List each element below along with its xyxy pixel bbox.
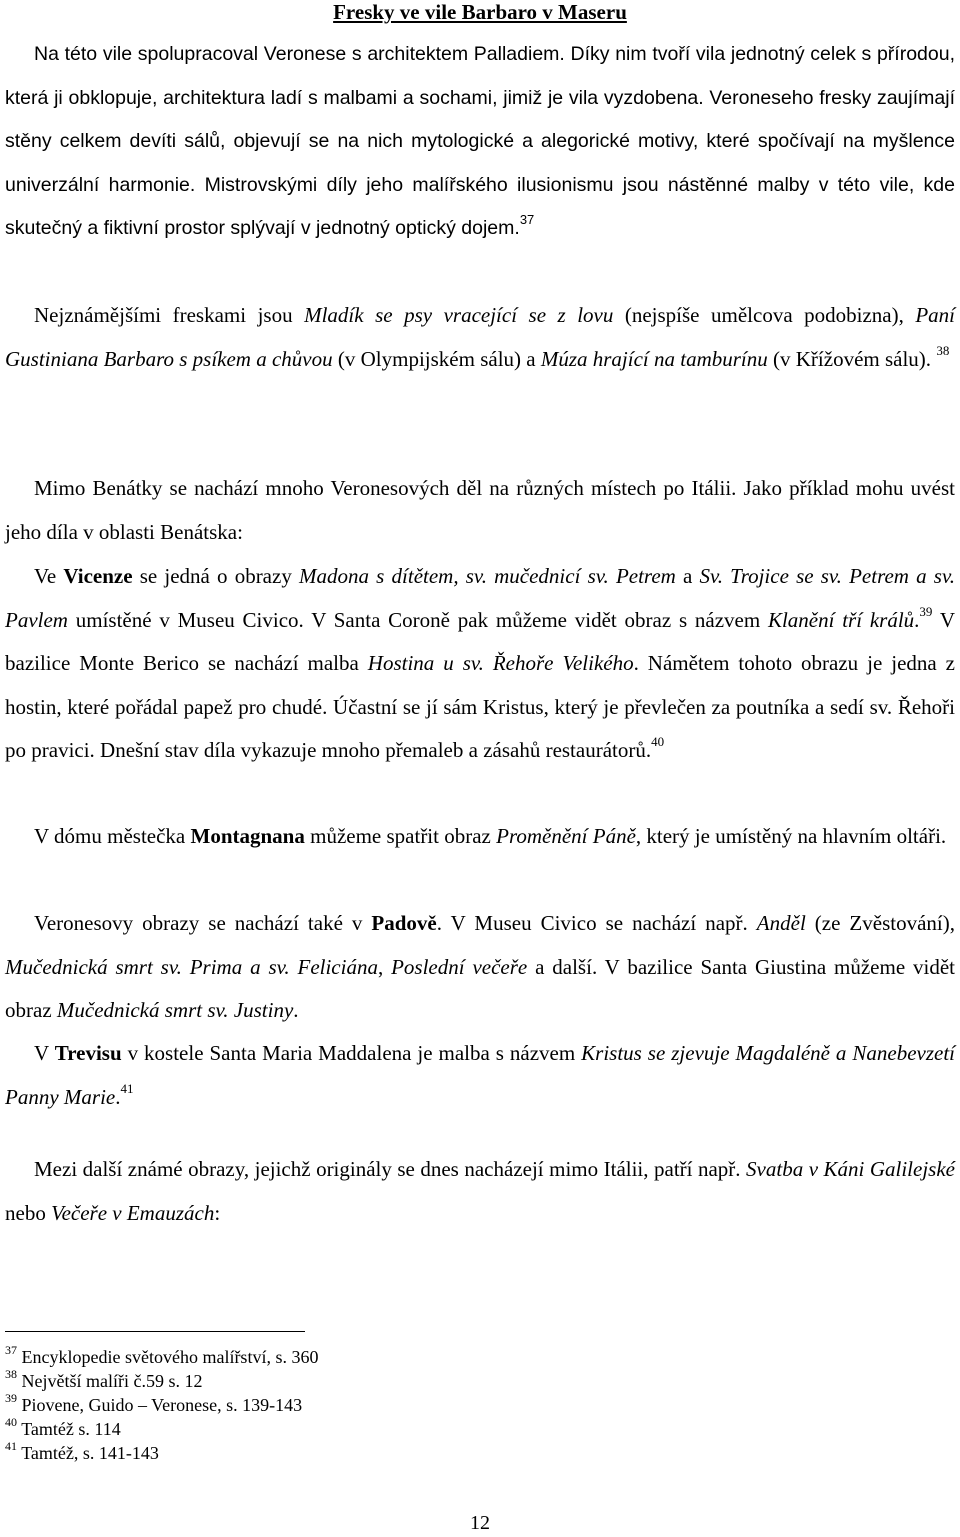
- paragraph-montagnana: [5, 815, 955, 859]
- footnote-ref-37: 37: [519, 211, 535, 227]
- text-run: . Námětem tohoto obrazu je jedna z hostin, které pořádal papež pro chudé. Účastní se jí sám Kristus, který je převlečen za poutníka a sedí sv. Řehoři po pravici. Dnešní stav díla vykazuje mnoho přemaleb a zásahů restaurátorů.: [5, 651, 955, 762]
- text-run: ,: [377, 954, 392, 979]
- footnotes: [5, 1345, 318, 1465]
- text-run: a další. V bazilice Santa Giustina můžeme vidět obraz: [5, 954, 955, 1022]
- section-title: Fresky ve vile Barbaro v Maseru: [333, 0, 627, 24]
- footnote-37: [5, 1345, 318, 1369]
- text-run: .: [293, 998, 299, 1022]
- text-run: (v Křížovém sálu).: [767, 346, 937, 371]
- footnote-text: Piovene, Guido – Veronese, s. 139-143: [21, 1395, 303, 1415]
- text-run: , který je umístěný na hlavním oltáři.: [635, 824, 947, 848]
- footnote-number: 38: [5, 1367, 17, 1381]
- text-run: můžeme spatřit obraz: [304, 824, 497, 848]
- page-number: 12: [470, 1512, 490, 1534]
- text-run: (v Olympijském sálu) a: [332, 346, 541, 371]
- footnote-ref-40: 40: [651, 734, 665, 749]
- text-run: (ze Zvěstování),: [805, 911, 955, 935]
- artwork-title: Madona s dítětem, sv. mučednicí sv. Petrem: [299, 564, 676, 588]
- text-run: :: [214, 1200, 221, 1225]
- artwork-title: Mučednická smrt sv. Justiny: [56, 998, 294, 1022]
- text-run: .: [914, 607, 920, 632]
- paragraph-padova: [5, 902, 955, 1033]
- text-run: (nejspíše umělcova podobizna),: [613, 303, 916, 327]
- artwork-title: Hostina u sv. Řehoře Velikého: [367, 651, 634, 675]
- footnote-38: [5, 1369, 318, 1393]
- paragraph-text: Mimo Benátky se nachází mnoho Veronesových děl na různých místech po Itálii. Jako příklad mohu uvést jeho díla v oblasti Benátska:: [5, 476, 955, 544]
- text-run: a: [675, 564, 700, 588]
- footnote-39: [5, 1393, 318, 1417]
- footnote-text: Tamtéž, s. 141-143: [21, 1443, 159, 1463]
- paragraph-famous-frescoes: [5, 294, 955, 381]
- text-run: umístěné v Museu Civico. V Santa Coroně pak můžeme vidět obraz s názvem: [67, 607, 768, 632]
- text-run: Ve: [34, 564, 64, 588]
- footnote-number: 37: [5, 1343, 17, 1357]
- footnote-text: Encyklopedie světového malířství, s. 360: [21, 1347, 319, 1367]
- footnote-40: [5, 1417, 318, 1441]
- footnote-41: [5, 1441, 318, 1465]
- paragraph-outside-italy: [5, 1148, 955, 1235]
- text-run: V dómu městečka: [34, 824, 191, 848]
- text-run: V: [34, 1041, 55, 1065]
- artwork-title: Anděl: [756, 911, 806, 935]
- artwork-title: Klanění tří králů: [767, 607, 915, 632]
- text-run: V bazilice Monte Berico se nachází malba: [5, 607, 955, 675]
- text-run: . V Museu Civico se nachází např.: [436, 911, 757, 935]
- artwork-title: Poslední večeře: [391, 954, 528, 979]
- paragraph-outside-venice: [5, 467, 955, 554]
- paragraph-text: Na této vile spolupracoval Veronese s architektem Palladiem. Díky nim tvoří vila jednotný celek s přírodou, která ji obklopuje, architektura ladí s malbami a sochami, jimiž je vila vyzdobena. Veroneseho fresky zaujímají stěny celkem devíti sálů, objevují se na nich mytologické a alegorické motivy, které spočívají na myšlence univerzální harmonie. Mistrovskými díly jeho malířského ilusionismu jsou nástěnné malby v této vile, kde skutečný a fiktivní prostor splývají v jednotný optický dojem.: [5, 43, 955, 239]
- text-run: Veronesovy obrazy se nachází také v: [34, 911, 372, 935]
- place-name: Vicenze: [63, 564, 133, 588]
- artwork-title: Večeře v Emauzách: [51, 1200, 215, 1225]
- place-name: Montagnana: [190, 824, 305, 848]
- footnote-ref-38: 38: [936, 342, 950, 358]
- place-name: Trevisu: [54, 1041, 122, 1065]
- text-run: se jedná o obrazy: [132, 564, 300, 588]
- text-run: v kostele Santa Maria Maddalena je malba s názvem: [121, 1041, 582, 1065]
- paragraph-villa-barbaro: [5, 33, 955, 251]
- artwork-title: Kristus se zjevuje Magdaléně a Nanebevzetí Panny Marie: [5, 1041, 955, 1109]
- artwork-title: Múza hrající na tamburínu: [540, 346, 768, 371]
- artwork-title: Mučednická smrt sv. Prima a sv. Feliciána: [5, 954, 378, 979]
- artwork-title: Paní Gustiniana Barbaro s psíkem a chůvou: [5, 303, 956, 371]
- paragraph-treviso: [5, 1032, 955, 1119]
- footnote-ref-39: 39: [919, 603, 933, 619]
- artwork-title: Mladík se psy vracející se z lovu: [304, 303, 614, 327]
- artwork-title: Sv. Trojice se sv. Petrem a sv. Pavlem: [5, 564, 955, 632]
- footnote-text: Největší malíři č.59 s. 12: [21, 1371, 203, 1391]
- text-run: Nejznámějšími freskami jsou: [34, 303, 305, 327]
- place-name: Padově: [371, 911, 437, 935]
- text-run: .: [115, 1084, 121, 1109]
- artwork-title: Proměnění Páně: [496, 824, 636, 848]
- text-run: nebo: [5, 1200, 52, 1225]
- paragraph-vicenza: [5, 555, 955, 773]
- footnote-number: 41: [5, 1439, 17, 1453]
- footnote-ref-41: 41: [120, 1080, 134, 1096]
- footnote-separator: [5, 1331, 305, 1332]
- artwork-title: Svatba v Káni Galilejské: [746, 1157, 955, 1181]
- footnote-number: 40: [5, 1415, 17, 1429]
- footnote-text: Tamtéž s. 114: [21, 1419, 121, 1439]
- text-run: Mezi další známé obrazy, jejichž originály se dnes nacházejí mimo Itálii, patří např.: [34, 1157, 747, 1181]
- footnote-number: 39: [5, 1391, 17, 1405]
